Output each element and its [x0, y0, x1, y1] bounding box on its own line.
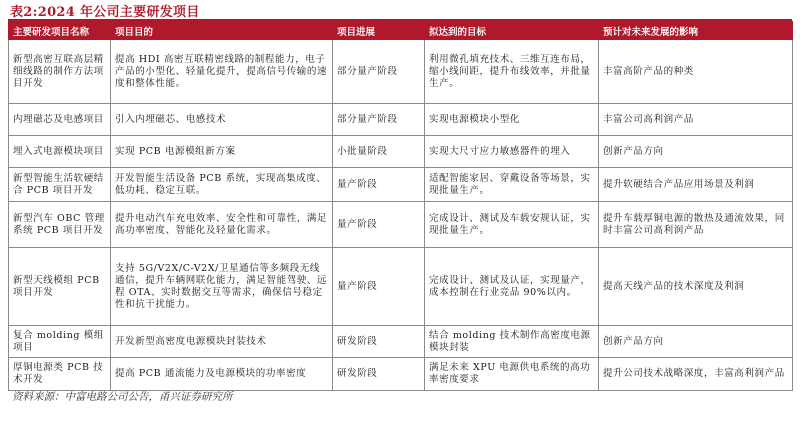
cell-goal: 满足未来 XPU 电源供电系统的高功率密度要求: [425, 358, 599, 391]
cell-impact: 创新产品方向: [599, 136, 793, 168]
cell-impact: 提高天线产品的技术深度及利润: [599, 248, 793, 326]
cell-purpose: 提高 PCB 通流能力及电源模块的功率密度: [111, 358, 333, 391]
cell-impact: 提升公司技术战略深度，丰富高利润产品: [599, 358, 793, 391]
cell-name: 复合 molding 模组项目: [9, 326, 111, 358]
cell-name: 新型汽车 OBC 管理系统 PCB 项目开发: [9, 202, 111, 248]
column-header-goal: 拟达到的目标: [425, 22, 599, 40]
cell-progress: 研发阶段: [333, 326, 425, 358]
cell-progress: 量产阶段: [333, 202, 425, 248]
cell-goal: 利用微孔填充技术、三维互连布局，缩小线间距，提升布线效率，并批量生产。: [425, 40, 599, 104]
rd-projects-table: [8, 21, 793, 391]
cell-purpose: 支持 5G/V2X/C-V2X/卫星通信等多频段无线通信，提升车辆网联化能力，满足智能驾驶、远程 OTA、实时数据交互等需求，确保信号稳定性和抗干扰能力。: [111, 248, 333, 326]
column-header-progress: 项目进展: [333, 22, 425, 40]
cell-purpose: 实现 PCB 电源模组新方案: [111, 136, 333, 168]
cell-purpose: 开发新型高密度电源模块封装技术: [111, 326, 333, 358]
cell-purpose: 提高 HDI 高密互联精密线路的制程能力，电子产品的小型化、轻量化提升，提高信号传输的速度和整体性能。: [111, 40, 333, 104]
cell-impact: 提升软硬结合产品应用场景及利润: [599, 168, 793, 202]
cell-progress: 部分量产阶段: [333, 40, 425, 104]
table-row: [9, 248, 793, 326]
cell-name: 新型智能生活软硬结合 PCB 项目开发: [9, 168, 111, 202]
cell-goal: 实现电源模块小型化: [425, 104, 599, 136]
cell-impact: 创新产品方向: [599, 326, 793, 358]
cell-name: 埋入式电源模块项目: [9, 136, 111, 168]
cell-impact: 丰富公司高利润产品: [599, 104, 793, 136]
cell-progress: 部分量产阶段: [333, 104, 425, 136]
table-row: [9, 326, 793, 358]
cell-name: 厚铜电源类 PCB 技术开发: [9, 358, 111, 391]
cell-purpose: 开发智能生活设备 PCB 系统，实现高集成度、低功耗、稳定互联。: [111, 168, 333, 202]
table-title: 表2:2024 年公司主要研发项目: [10, 5, 200, 20]
cell-name: 新型天线模组 PCB 项目开发: [9, 248, 111, 326]
cell-purpose: 提升电动汽车充电效率、安全性和可靠性，满足高功率密度、智能化及轻量化需求。: [111, 202, 333, 248]
title-bar: [8, 0, 792, 21]
table-row: [9, 358, 793, 391]
column-header-impact: 预计对未来发展的影响: [599, 22, 793, 40]
page: [8, 0, 792, 423]
table-header-row: [9, 22, 793, 40]
cell-progress: 小批量阶段: [333, 136, 425, 168]
cell-goal: 结合 molding 技术制作高密度电源模块封装: [425, 326, 599, 358]
source-note: 资料来源：中富电路公司公告，甬兴证券研究所: [12, 391, 233, 403]
cell-name: 内埋磁芯及电感项目: [9, 104, 111, 136]
cell-goal: 完成设计、测试及认证，实现量产，成本控制在行业竞品 90%以内。: [425, 248, 599, 326]
cell-impact: 丰富高阶产品的种类: [599, 40, 793, 104]
table-row: [9, 40, 793, 104]
column-header-name: 主要研发项目名称: [9, 22, 111, 40]
table-row: [9, 136, 793, 168]
cell-purpose: 引入内埋磁芯、电感技术: [111, 104, 333, 136]
cell-goal: 适配智能家居、穿戴设备等场景，实现批量生产。: [425, 168, 599, 202]
cell-name: 新型高密互联高层精细线路的制作方法项目开发: [9, 40, 111, 104]
cell-progress: 量产阶段: [333, 248, 425, 326]
cell-progress: 量产阶段: [333, 168, 425, 202]
cell-progress: 研发阶段: [333, 358, 425, 391]
cell-goal: 实现大尺寸应力敏感器件的埋入: [425, 136, 599, 168]
table-row: [9, 104, 793, 136]
table-row: [9, 168, 793, 202]
cell-impact: 提升车载厚铜电源的散热及通流效果，同时丰富公司高利润产品: [599, 202, 793, 248]
column-header-purpose: 项目目的: [111, 22, 333, 40]
cell-goal: 完成设计、测试及车载安规认证，实现批量生产。: [425, 202, 599, 248]
table-row: [9, 202, 793, 248]
